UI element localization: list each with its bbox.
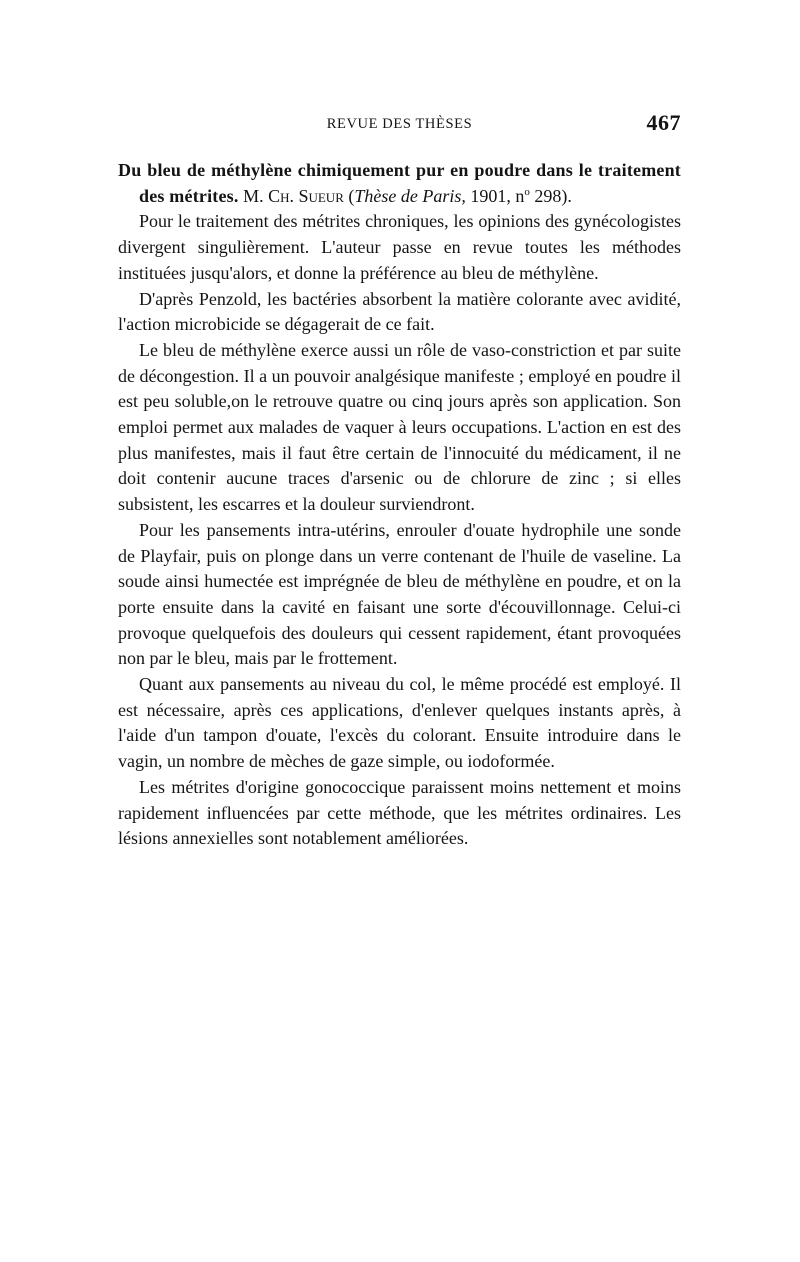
paragraph-effects: Le bleu de méthylène exerce aussi un rôle de vaso-constriction et par suite de décongestion. Il a un pouvoir analgésique manifeste ; employé en poudre il est peu soluble,on le retrouve quatre ou cinq jours après son application. Son emploi permet aux malades de vaquer à leurs occupations. L'action en est des plus manifestes, mais il faut être certain de l'innocuité du médicament, il ne doit contenir aucune traces d'arsenic ou de chlorure de zinc ; si elles subsistent, les escarres et la douleur surviendront. [118,339,681,515]
number-mark: o [524,185,530,198]
thesis-label: Thèse de Paris, [354,185,466,206]
source-close: 298). [529,185,572,206]
source-open: ( [343,185,355,206]
paragraph-gonococcal: Les métrites d'origine gonococcique paraissent moins nettement et moins rapidement influencées par cette méthode, que les métrites ordinaires. Les lésions annexielles sont notablement améliorées. [118,776,681,849]
author-name: Ch. Sueur [268,185,344,206]
running-head [118,110,681,140]
source-year-number: 1901, n [465,185,525,206]
page-number: 467 [646,110,681,135]
book-page [118,110,681,852]
paragraph-intrauterine: Pour les pansements intra-utérins, enrouler d'ouate hydrophile une sonde de Playfair, puis on plonge dans un verre contenant de l'huile de vaseline. La soude ainsi humectée est imprégnée de bleu de méthylène en poudre, et on la porte ensuite dans la cavité en faisant une sorte d'écouvillonnage. Celui-ci provoque quelquefois des douleurs qui cessent rapidement, étant provoquées non par le bleu, mais par le frottement. [118,519,681,669]
paragraph-penzold: D'après Penzold, les bactéries absorbent la matière colorante avec avidité, l'action microbicide se dégagerait de ce fait. [118,288,681,335]
article-heading [118,158,681,209]
article-title: Du bleu de méthylène chimiquement pur en poudre dans le traitement des métrites. [118,160,681,206]
thesis-review-article [118,158,681,852]
paragraph-methods: Pour le traitement des métrites chroniques, les opinions des gynécologistes divergent singulièrement. L'auteur passe en revue toutes les méthodes instituées jusqu'alors, et donne la préférence au bleu de méthylène. [118,211,681,283]
running-title: REVUE DES THÈSES [326,116,473,132]
paragraph-cervix: Quant aux pansements au niveau du col, le même procédé est employé. Il est nécessaire, après ces applications, d'enlever quelques instants après, à l'aide d'un tampon d'ouate, l'excès du colorant. Ensuite introduire dans le vagin, un nombre de mèches de gaze simple, ou iodoformée. [118,674,681,772]
author-prefix: M. [243,185,269,206]
